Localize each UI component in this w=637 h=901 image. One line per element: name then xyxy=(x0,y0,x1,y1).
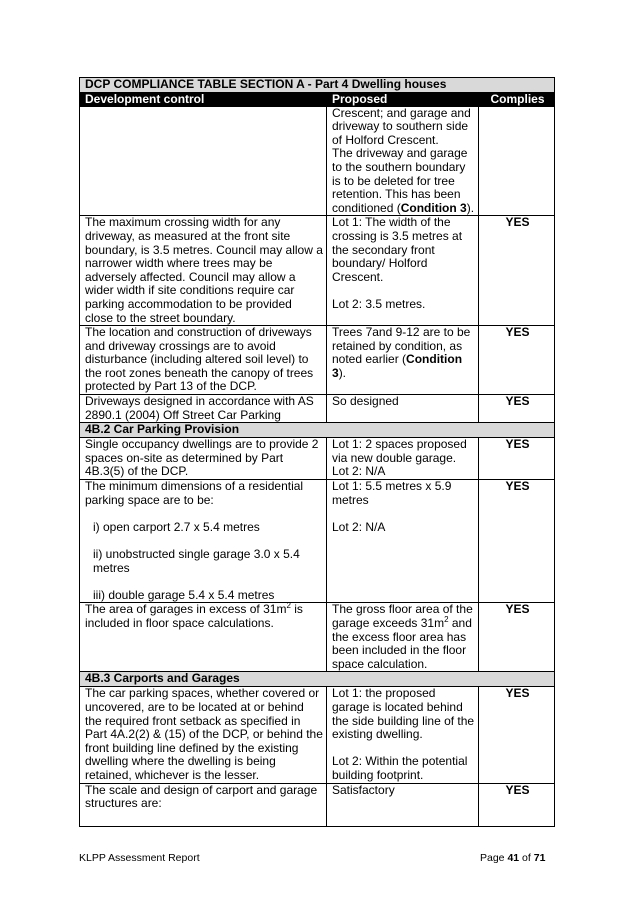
complies-cell: YES xyxy=(479,326,555,395)
control-cell: Driveways designed in accordance with AS 2890.1 (2004) Off Street Car Parking xyxy=(80,395,327,423)
footer-page-number: Page 41 of 71 xyxy=(480,852,546,864)
control-cell: The area of garages in excess of $31m^2$ is included in floor space calculations. xyxy=(80,603,327,672)
table-row xyxy=(80,216,555,326)
proposed-cell: Crescent; and garage and driveway to southern side of Holford Crescent. The driveway and garage to the southern boundary is to be deleted for tree retention. This has been conditioned (Condition 3). xyxy=(327,106,479,216)
control-cell: The scale and design of carport and garage structures are: xyxy=(80,783,327,826)
table-row xyxy=(80,438,555,480)
dimension-list: i) open carport 2.7 x 5.4 metres ii) unobstructed single garage 3.0 x 5.4 metres iii) double garage 5.4 x 5.4 metres xyxy=(93,519,300,602)
proposed-cell: Lot 1: 2 spaces proposed via new double garage. Lot 2: N/A xyxy=(327,438,479,480)
proposed-cell: Satisfactory xyxy=(327,783,479,826)
table-title: DCP COMPLIANCE TABLE SECTION A - Part 4 Dwelling houses xyxy=(80,78,555,93)
section-row xyxy=(80,672,555,687)
complies-cell: YES xyxy=(479,783,555,826)
table-row xyxy=(80,603,555,672)
table-row xyxy=(80,480,555,603)
section-heading-4b2: 4B.2 Car Parking Provision xyxy=(80,423,555,438)
footer-report-name: KLPP Assessment Report xyxy=(79,852,200,864)
section-heading-4b3: 4B.3 Carports and Garages xyxy=(80,672,555,687)
dcp-compliance-table xyxy=(79,77,555,827)
complies-cell: YES xyxy=(479,438,555,480)
control-cell: Single occupancy dwellings are to provide 2 spaces on-site as determined by Part 4B.3(5) of the DCP. xyxy=(80,438,327,480)
complies-cell: YES xyxy=(479,687,555,783)
proposed-cell: So designed xyxy=(327,395,479,423)
control-cell xyxy=(80,106,327,216)
table-title-row xyxy=(80,78,555,93)
control-cell: The minimum dimensions of a residential parking space are to be: i) open carport 2.7 x 5.4 metres ii) unobstructed single garage 3.0 x 5.4 metres iii) double garage 5.4 x 5.4 metres xyxy=(80,480,327,603)
complies-cell: YES xyxy=(479,603,555,672)
complies-cell: YES xyxy=(479,395,555,423)
table-row xyxy=(80,783,555,826)
proposed-cell: Lot 1: the proposed garage is located behind the side building line of the existing dwelling. Lot 2: Within the potential building footprint. xyxy=(327,687,479,783)
control-cell: The location and construction of driveways and driveway crossings are to avoid disturbance (including altered soil level) to the root zones beneath the canopy of trees protected by Part 13 of the DCP. xyxy=(80,326,327,395)
section-row xyxy=(80,423,555,438)
proposed-cell: The gross floor area of the garage exceeds $31m^2$ and the excess floor area has been included in the floor space calculation. xyxy=(327,603,479,672)
header-complies: Complies xyxy=(479,92,555,106)
table-row xyxy=(80,106,555,216)
proposed-cell: Lot 1: 5.5 metres x 5.9 metres Lot 2: N/A xyxy=(327,480,479,603)
header-proposed: Proposed xyxy=(327,92,479,106)
complies-cell: YES xyxy=(479,216,555,326)
table-header-row xyxy=(80,92,555,106)
proposed-cell: Trees 7and 9-12 are to be retained by condition, as noted earlier (Condition 3). xyxy=(327,326,479,395)
control-cell: The maximum crossing width for any driveway, as measured at the front site boundary, is 3.5 metres. Council may allow a narrower width where trees may be adversely affected. Council may allow a wider width if site conditions require car parking accommodation to be provided close to the street boundary. xyxy=(80,216,327,326)
proposed-cell: Lot 1: The width of the crossing is 3.5 metres at the secondary front boundary/ Holford Crescent. Lot 2: 3.5 metres. xyxy=(327,216,479,326)
control-cell: The car parking spaces, whether covered or uncovered, are to be located at or behind the required front setback as specified in Part 4A.2(2) & (15) of the DCP, or behind the front building line defined by the existing dwelling where the dwelling is being retained, whichever is the lesser. xyxy=(80,687,327,783)
table-row xyxy=(80,326,555,395)
complies-cell xyxy=(479,106,555,216)
table-row xyxy=(80,395,555,423)
table-row xyxy=(80,687,555,783)
header-development-control: Development control xyxy=(80,92,327,106)
complies-cell: YES xyxy=(479,480,555,603)
